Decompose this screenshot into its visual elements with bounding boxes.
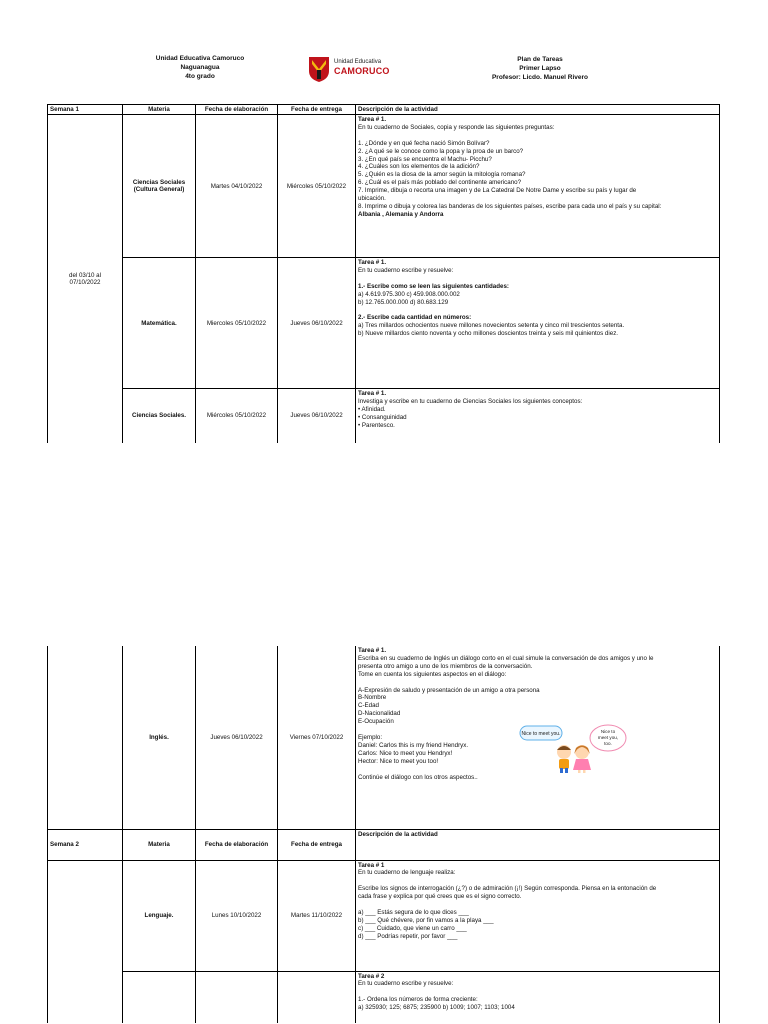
desc-line: En tu cuaderno escribe y resuelve: [358,980,454,988]
desc-line: 1.- Ordena los números de forma creciente: [358,996,478,1004]
fecha-elaboracion-cell: Miercoles 05/10/2022 [196,258,278,389]
descripcion-cell [356,971,720,1023]
desc-line: d) ___ Podrías repetir, por favor ___ [358,932,458,940]
desc-line: a) ___ Estás segura de lo que dices ___ [358,908,469,916]
desc-line: c) ___ Cuidado, que viene un carro ___ [358,924,467,932]
desc-line: Hector: Nice to meet you too! [358,757,439,765]
desc-line: b) 12.765.000.000 d) 80.683.129 [358,298,449,306]
girl-figure [573,745,591,773]
desc-line [358,132,717,140]
desc-line: E-Ocupación [358,718,394,726]
fecha-elaboracion-cell: Martes 04/10/2022 [196,115,278,258]
desc-line: 3. ¿En qué país se encuentra el Machu- Picchu? [358,155,492,163]
desc-line: 2. ¿A qué se le conoce como la popa y la proa de un barco? [358,147,524,155]
week-label: Semana 1 [48,105,123,115]
desc-line: A-Expresión de saludo y presentación de un amigo a otra persona [358,686,540,694]
desc-line: Tarea # 1. [358,259,387,266]
desc-line [358,988,717,996]
desc-line: 4. ¿Cuáles son los elementos de la adición? [358,163,480,171]
desc-line: En tu cuaderno de lenguaje realiza: [358,869,456,877]
fecha-elaboracion-cell: Miércoles 05/10/2022 [196,389,278,443]
fecha-elaboracion-cell: Jueves 06/10/2022 [196,646,278,829]
col-materia: Materia [123,829,196,860]
materia-cell: Lenguaje. [123,860,196,971]
descripcion-cell [356,389,720,443]
col-fecha-entrega: Fecha de entrega [278,105,356,115]
desc-line [358,901,717,909]
desc-line: Tarea # 1 [358,861,385,869]
desc-line: Tarea # 1. [358,390,387,397]
desc-line: Continúe el diálogo con los otros aspectos.. [358,773,478,781]
desc-line: b) Nueve millardos ciento noventa y ocho millones doscientos treinta y seis mil quinientos diez. [358,330,619,338]
plan-period: Primer Lapso [519,65,561,72]
desc-line: presenta otro amigo a uno de los miembros de la conversación. [358,662,533,670]
materia-cell: Inglés. [123,646,196,829]
week2-range-cell [48,860,123,1023]
fecha-entrega-cell: Martes 11/10/2022 [278,860,356,971]
week-range: del 03/10 al 07/10/2022 [48,115,123,443]
bubble-right-line-2: meet you, [597,735,619,740]
logo-main-text: CAMORUCO [334,66,390,76]
desc-line: ubicación. [358,195,386,203]
school-header [120,54,280,81]
materia-cell [123,971,196,1023]
desc-line: cada frase y explica por qué crees que es el signo correcto. [358,893,522,901]
desc-line: a) 4.619.975.300 c) 459.908.000.002 [358,290,460,298]
desc-line: 6. ¿Cuál es el país más poblado del continente americano? [358,179,522,187]
desc-line: • Consanguinidad [358,413,407,421]
school-logo [308,56,398,84]
desc-line: Carlos: Nice to meet you Hendryx! [358,749,453,757]
col-materia: Materia [123,105,196,115]
fecha-entrega-cell [278,971,356,1023]
plan-header [470,55,610,82]
desc-line: Albania , Alemania y Andorra [358,210,444,218]
desc-line: En tu cuaderno de Sociales, copia y responde las siguientes preguntas: [358,123,555,131]
desc-line [358,679,717,687]
desc-line: a) 325930; 125; 6875; 235900 b) 1009; 1007; 1103; 1004 [358,1004,515,1012]
week2-table [47,646,720,1023]
fecha-entrega-cell: Jueves 06/10/2022 [278,389,356,443]
desc-line: Escribe los signos de interrogación (¿?) o de admiración (¡!) Según corresponda. Piensa en la entonación de [358,885,657,893]
desc-line: Escriba en su cuaderno de Inglés un diálogo corto en el cual simule la conversación de dos amigos y uno le [358,654,654,662]
col-fecha-elaboracion: Fecha de elaboración [196,829,278,860]
desc-line: 1. ¿Dónde y en qué fecha nació Simón Bolívar? [358,139,490,147]
boy-figure [557,745,571,773]
desc-line: • Afinidad. [358,405,386,413]
desc-line: • Parentesco. [358,421,395,429]
desc-line: C-Edad [358,702,379,710]
desc-line: Tome en cuenta los siguientes aspectos en el diálogo: [358,670,507,678]
col-descripcion: Descripción de la actividad [356,829,720,860]
fecha-entrega-cell: Viernes 07/10/2022 [278,646,356,829]
desc-line: 5. ¿Quién es la diosa de la amor según la mitología romana? [358,171,526,179]
plan-teacher: Profesor: Licdo. Manuel Rivero [491,74,589,81]
descripcion-cell [356,860,720,971]
fecha-entrega-cell: Miércoles 05/10/2022 [278,115,356,258]
school-grade: 4to grado [185,73,215,80]
fecha-entrega-cell: Jueves 06/10/2022 [278,258,356,389]
col-fecha-elaboracion: Fecha de elaboración [196,105,278,115]
desc-line: Tarea # 1. [358,116,387,123]
plan-title: Plan de Tareas [517,56,563,63]
school-city: Naguanagua [180,64,220,71]
materia-cell: Ciencias Sociales (Cultura General) [123,115,196,258]
week-range-continued [48,646,123,829]
desc-line: En tu cuaderno escribe y resuelve: [358,266,454,274]
fecha-elaboracion-cell [196,971,278,1023]
bubble-right-line-1: Nice to [600,729,616,734]
desc-line: 8. Imprime o dibuja y colorea las banderas de los siguientes países, escribe para cada uno el país y su capital: [358,202,662,210]
desc-line: Daniel: Carlos this is my friend Hendryx. [358,741,469,749]
desc-line: B-Nombre [358,694,387,702]
desc-line: 1.- Escribe como se leen las siguientes cantidades: [358,282,509,290]
desc-line: Ejemplo: [358,733,383,741]
materia-cell: Ciencias Sociales. [123,389,196,443]
desc-line: b) ___ Qué chévere, por fin vamos a la playa ___ [358,916,494,924]
school-name: Unidad Educativa Camoruco [155,55,245,62]
desc-line: 2.- Escribe cada cantidad en números: [358,314,472,322]
desc-line [358,275,717,283]
desc-line: Tarea # 1. [358,647,387,654]
desc-line: Tarea # 2 [358,972,385,980]
desc-line: a) Tres millardos ochocientos nueve millones novecientos setenta y cinco mil trescientos setenta. [358,322,625,330]
logo-top-text: Unidad Educativa [334,59,382,65]
desc-line: Investiga y escribe en tu cuaderno de Ciencias Sociales los siguientes conceptos: [358,397,583,405]
bubble-right-line-3: too. [604,741,612,746]
materia-cell: Matemática. [123,258,196,389]
descripcion-cell [356,115,720,258]
week1-table [47,104,720,443]
descripcion-cell [356,258,720,389]
desc-line: 7. Imprime, dibuja o recorta una imagen y de La Catedral De Notre Dame y escribe su país y lugar de [358,187,637,195]
desc-line: D-Nacionalidad [358,710,401,718]
col-descripcion: Descripción de la actividad [356,105,720,115]
fecha-elaboracion-cell: Lunes 10/10/2022 [196,860,278,971]
desc-line [358,306,717,314]
col-fecha-entrega: Fecha de entrega [278,829,356,860]
shield-logo-icon [308,56,330,83]
kids-greeting-illustration [518,722,628,774]
desc-line [358,877,717,885]
bubble-left-text: Nice to meet you. [521,731,561,737]
week-label: Semana 2 [48,829,123,860]
